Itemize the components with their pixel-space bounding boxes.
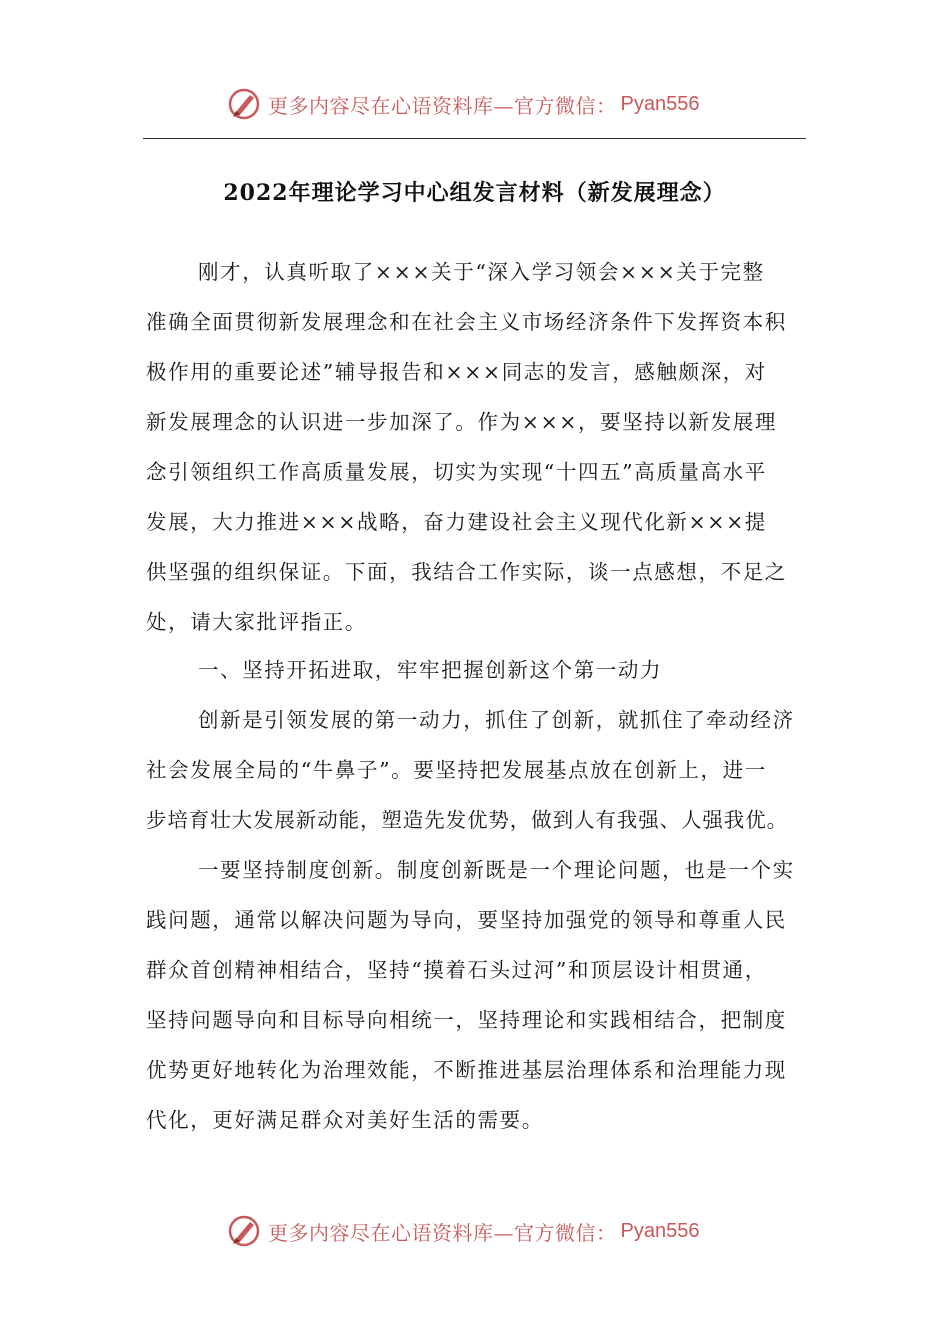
document-title: 2022年理论学习中心组发言材料（新发展理念） xyxy=(223,180,726,206)
text-line: 代化，更好满足群众对美好生活的需要。 xyxy=(146,1108,544,1132)
section-heading xyxy=(146,645,662,695)
text-line: 极作用的重要论述”辅导报告和×××同志的发言，感触颇深，对 xyxy=(146,360,767,384)
wechat-id: Pyan556 xyxy=(620,1219,700,1242)
text-line: 念引领组织工作高质量发展，切实为实现“十四五”高质量高水平 xyxy=(146,460,767,484)
paragraph-intro xyxy=(146,247,787,647)
text-line: 供坚强的组织保证。下面，我结合工作实际，谈一点感想，不足之 xyxy=(146,560,787,584)
paragraph-innovation xyxy=(146,695,795,845)
text-line: 处，请大家批评指正。 xyxy=(146,610,367,634)
text-line: 群众首创精神相结合，坚持“摸着石头过河”和顶层设计相贯通， xyxy=(146,958,767,982)
text-line: 创新是引领发展的第一动力，抓住了创新，就抓住了牵动经济 xyxy=(198,708,795,732)
paragraph-institution xyxy=(146,845,795,1145)
text-line: 一要坚持制度创新。制度创新既是一个理论问题，也是一个实 xyxy=(198,858,795,882)
pen-logo-icon xyxy=(226,1213,262,1249)
text-line: 步培育壮大发展新动能，塑造先发优势，做到人有我强、人强我优。 xyxy=(146,808,788,832)
text-line: 践问题，通常以解决问题为导向，要坚持加强党的领导和尊重人民 xyxy=(146,908,787,932)
header-banner xyxy=(0,84,950,124)
text-line: 社会发展全局的“牛鼻子”。要坚持把发展基点放在创新上，进一 xyxy=(146,758,767,782)
text-line: 优势更好地转化为治理效能，不断推进基层治理体系和治理能力现 xyxy=(146,1058,787,1082)
text-line: 发展，大力推进×××战略，奋力建设社会主义现代化新×××提 xyxy=(146,510,767,534)
banner-text: 更多内容尽在心语资料库—官方微信： xyxy=(268,93,617,118)
text-line: 刚才，认真听取了×××关于“深入学习领会×××关于完整 xyxy=(198,260,765,284)
footer-banner xyxy=(0,1211,950,1251)
text-line: 准确全面贯彻新发展理念和在社会主义市场经济条件下发挥资本积 xyxy=(146,310,787,334)
pen-logo-icon xyxy=(226,86,262,122)
banner-text: 更多内容尽在心语资料库—官方微信： xyxy=(268,1220,617,1245)
text-line: 新发展理念的认识进一步加深了。作为×××，要坚持以新发展理 xyxy=(146,410,777,434)
heading-text: 一、坚持开拓进取，牢牢把握创新这个第一动力 xyxy=(198,658,663,682)
header-divider xyxy=(143,138,806,139)
wechat-id: Pyan556 xyxy=(620,92,700,115)
text-line: 坚持问题导向和目标导向相统一，坚持理论和实践相结合，把制度 xyxy=(146,1008,787,1032)
